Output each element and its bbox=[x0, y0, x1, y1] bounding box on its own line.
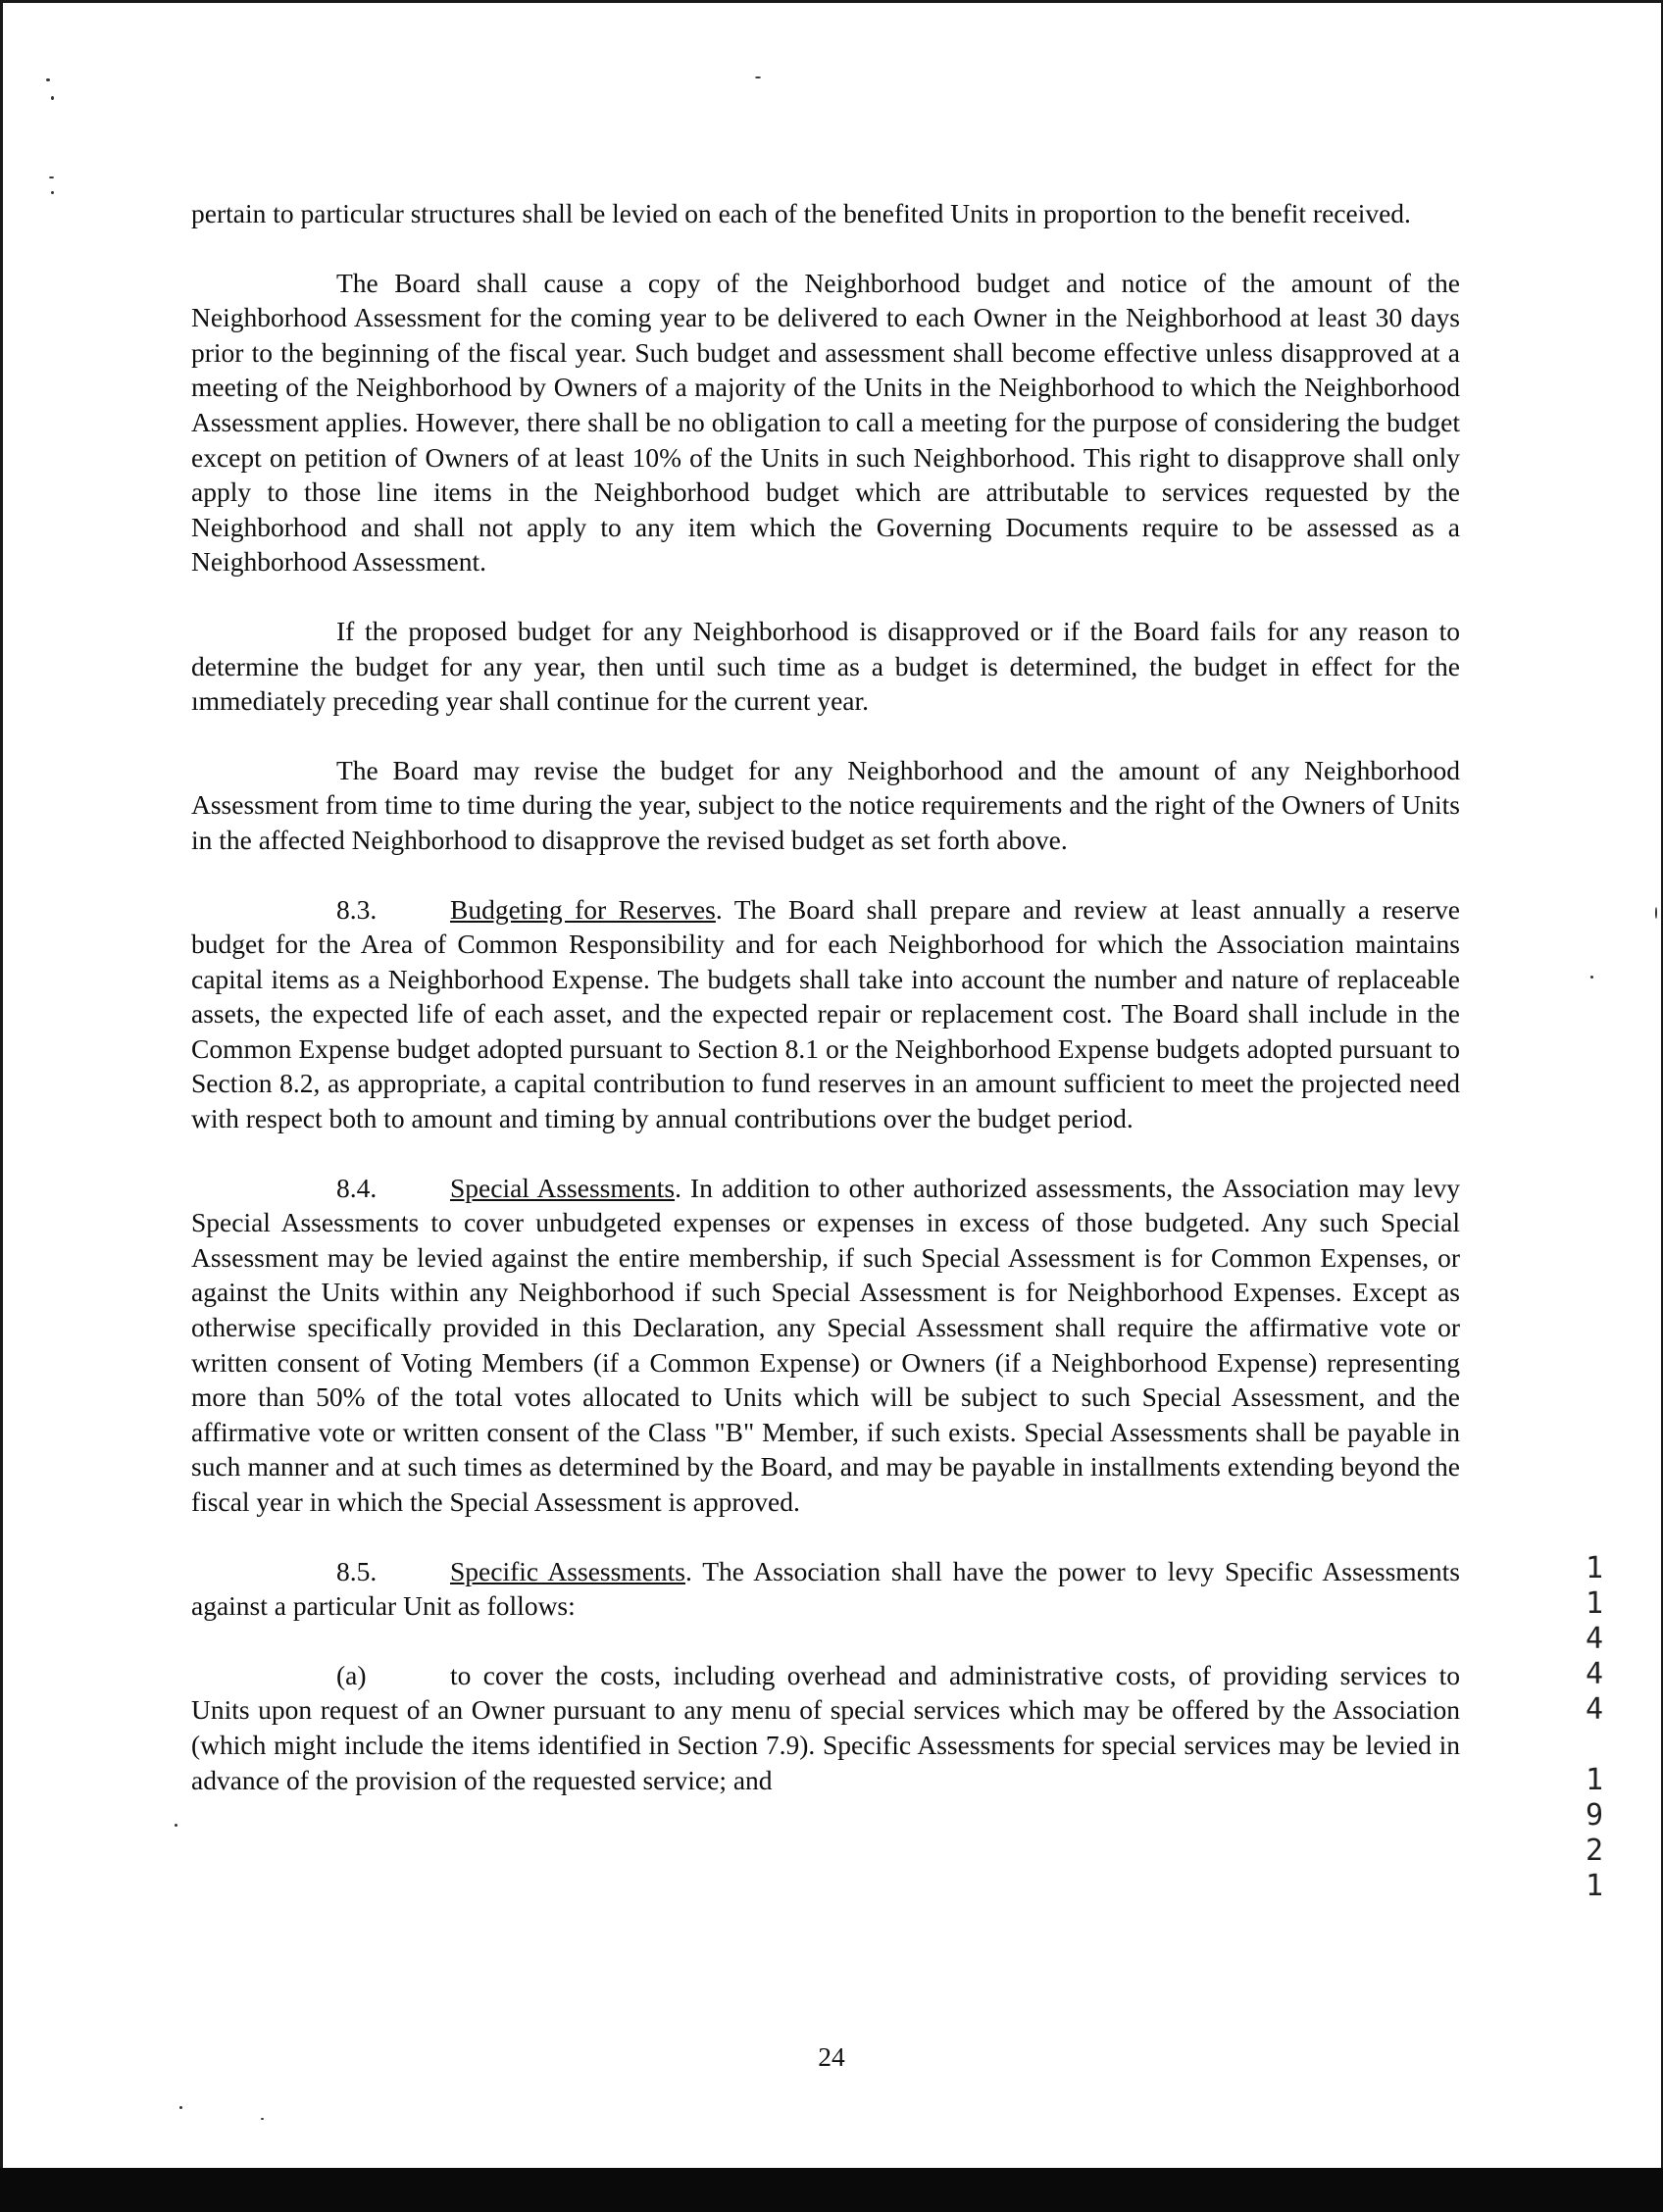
scan-speck bbox=[179, 2106, 182, 2109]
section-title: Special Assessments bbox=[450, 1172, 676, 1203]
scan-speck bbox=[51, 96, 54, 100]
scan-speck bbox=[1655, 907, 1657, 919]
scan-speck bbox=[51, 191, 54, 194]
scan-border-left bbox=[0, 0, 3, 2212]
scan-speck bbox=[175, 1824, 177, 1827]
stamp-digit: 4 bbox=[1585, 1622, 1604, 1656]
section-8-5 bbox=[191, 1554, 1460, 1624]
scan-speck bbox=[261, 2118, 264, 2120]
subsection-a bbox=[191, 1658, 1460, 1797]
paragraph-budget-revision: The Board may revise the budget for any Neighborhood and the amount of any Neighborhood Assessment from time to time during the year, subject to the notice requirements and the right of the Owners of Units in the affected Neighborhood to disapprove the revised budget as set forth above. bbox=[191, 754, 1460, 855]
scan-speck bbox=[755, 76, 761, 78]
stamp-digit: 4 bbox=[1585, 1692, 1604, 1727]
subsection-number: (a) bbox=[336, 1659, 367, 1690]
stamp-digit: 2 bbox=[1585, 1834, 1604, 1868]
stamp-digit: 1 bbox=[1585, 1551, 1604, 1585]
section-title: Specific Assessments bbox=[450, 1555, 685, 1586]
stamp-digit: 1 bbox=[1585, 1586, 1604, 1621]
stamp-digit: 9 bbox=[1585, 1798, 1604, 1833]
section-number: 8.4. bbox=[336, 1172, 378, 1203]
section-8-4 bbox=[191, 1171, 1460, 1520]
scan-speck bbox=[1590, 976, 1593, 979]
subsection-text: to cover the costs, including overhead and administrative costs, of providing services to Units upon request of an Owner pursuant to any menu of special services which may be offered by the Association (which might include the items identified in Section 7.9). Specific Assessments for special services may be levied in advance of the provision of the requested service; and bbox=[191, 1659, 1460, 1795]
stamp-digit: 1 bbox=[1585, 1869, 1604, 1903]
stamp-gap bbox=[1575, 1728, 1614, 1763]
scan-bottom-band bbox=[0, 2168, 1663, 2212]
document-body bbox=[191, 196, 1460, 1832]
section-title: Budgeting for Reserves bbox=[450, 893, 716, 925]
scan-border-top bbox=[0, 0, 1663, 3]
margin-stamp-book-page bbox=[1575, 1551, 1614, 1904]
section-text: . The Association shall have the power to levy Specific Assessments against a particular Unit as follows: bbox=[191, 1555, 1460, 1622]
paragraph-budget-disapproved: If the proposed budget for any Neighborhood is disapproved or if the Board fails for any reason to determine the budget for any year, then until such time as a budget is determined, the budget in effect for the ımmediately preceding year shall continue for the current year. bbox=[191, 615, 1460, 717]
paragraph-budget-notice: The Board shall cause a copy of the Neighborhood budget and notice of the amount of the Neighborhood Assessment for the coming year to be delivered to each Owner in the Neighborhood at least 30 days prior to the beginning of the fiscal year. Such budget and assessment shall become effective unless disapproved at a meeting of the Neighborhood by Owners of a majority of the Units in the Neighborhood to which the Neighborhood Assessment applies. However, there shall be no obligation to call a meeting for the purpose of considering the budget except on petition of Owners of at least 10% of the Units in such Neighborhood. This right to disapprove shall only apply to those line items in the Neighborhood budget which are attributable to services requested by the Neighborhood and shall not apply to any item which the Governing Documents require to be assessed as a Neighborhood Assessment. bbox=[191, 267, 1460, 578]
section-number: 8.5. bbox=[336, 1555, 378, 1586]
section-text: . The Board shall prepare and review at least annually a reserve budget for the Area of Common Responsibility and for each Neighborhood for which the Association maintains capital items as a Neighborhood Expense. The budgets shall take into account the number and nature of replaceable assets, the expected life of each asset, and the expected repair or replacement cost. The Board shall include in the Common Expense budget adopted pursuant to Section 8.1 or the Neighborhood Expense budgets adopted pursuant to Section 8.2, as appropriate, a capital contribution to fund reserves in an amount sufficient to meet the projected need with respect both to amount and timing by annual contributions over the budget period. bbox=[191, 893, 1460, 1134]
scan-speck bbox=[49, 176, 54, 178]
scan-speck bbox=[46, 78, 50, 81]
stamp-digit: 1 bbox=[1585, 1763, 1604, 1797]
section-8-3 bbox=[191, 892, 1460, 1136]
section-number: 8.3. bbox=[336, 893, 378, 925]
page-number: 24 bbox=[818, 2041, 845, 2072]
section-text: . In addition to other authorized assessments, the Association may levy Special Assessments to cover unbudgeted expenses or expenses in excess of those budgeted. Any such Special Assessment may be levied against the entire membership, if such Special Assessment is for Common Expenses, or against the Units within any Neighborhood if such Special Assessment is for Neighborhood Expenses. Except as otherwise specifically provided in this Declaration, any Special Assessment shall require the affirmative vote or written consent of Voting Members (if a Common Expense) or Owners (if a Neighborhood Expense) representing more than 50% of the total votes allocated to Units which will be subject to such Special Assessment, and the affirmative vote or written consent of the Class "B" Member, if such exists. Special Assessments shall be payable in such manner and at such times as determined by the Board, and may be payable in installments extending beyond the fiscal year in which the Special Assessment is approved. bbox=[191, 1172, 1460, 1517]
paragraph-continuation: pertain to particular structures shall be levied on each of the benefited Units in proportion to the benefit received. bbox=[191, 198, 1411, 228]
stamp-digit: 4 bbox=[1585, 1657, 1604, 1691]
